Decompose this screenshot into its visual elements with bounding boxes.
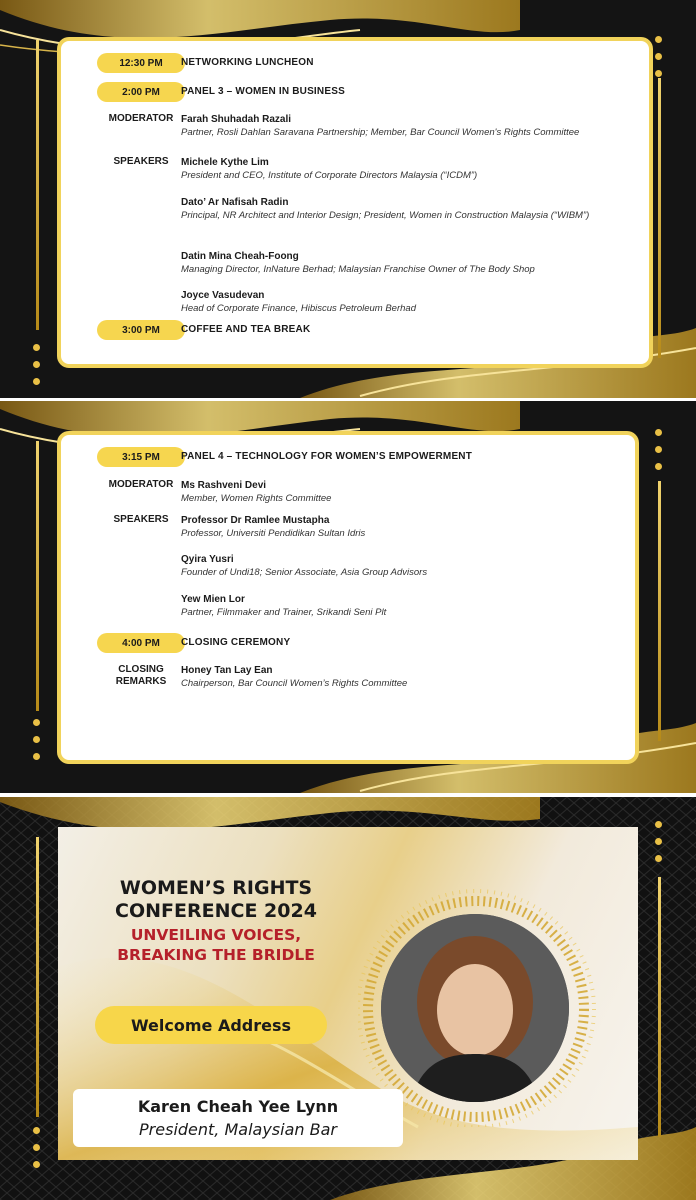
speaker-title: President, Malaysian Bar — [139, 1120, 337, 1139]
welcome-poster — [58, 827, 638, 1160]
conference-title-line1: WOMEN’S RIGHTS — [119, 877, 313, 899]
person-name: Qyira Yusri — [181, 554, 234, 565]
person-name: Michele Kythe Lim — [181, 157, 269, 168]
welcome-address-badge: Welcome Address — [95, 1006, 327, 1044]
time-pill: 12:30 PM — [97, 53, 185, 73]
person-description: Head of Corporate Finance, Hibiscus Petroleum Berhad — [181, 303, 416, 314]
person-description: President and CEO, Institute of Corporate Directors Malaysia (“ICDM”) — [181, 170, 478, 181]
person-description: Member, Women Rights Committee — [181, 493, 332, 504]
agenda-card — [57, 431, 639, 764]
person-entry — [181, 479, 609, 505]
person-description: Partner, Rosli Dahlan Saravana Partnership; Member, Bar Council Women's Rights Committee — [181, 127, 580, 138]
person-name: Yew Mien Lor — [181, 594, 245, 605]
moderator-label: MODERATOR — [108, 479, 174, 490]
closing-label-line1: CLOSING — [118, 664, 164, 675]
gold-dots-decoration — [655, 821, 662, 862]
gold-dots-decoration — [655, 36, 662, 77]
agenda-slide-2 — [0, 401, 696, 793]
person-entry — [181, 156, 623, 182]
person-name: Professor Dr Ramlee Mustapha — [181, 515, 330, 526]
session-title: COFFEE AND TEA BREAK — [181, 324, 311, 335]
person-name: Datin Mina Cheah-Foong — [181, 251, 299, 262]
session-title: PANEL 3 – WOMEN IN BUSINESS — [181, 86, 345, 97]
speaker-name-card — [73, 1089, 403, 1147]
speakers-label: SPEAKERS — [113, 514, 169, 525]
person-entry — [181, 593, 609, 619]
person-name: Honey Tan Lay Ean — [181, 665, 273, 676]
session-title: PANEL 4 – TECHNOLOGY FOR WOMEN’S EMPOWERMENT — [181, 451, 473, 462]
gold-dots-decoration — [33, 1127, 40, 1168]
gold-dots-decoration — [655, 429, 662, 470]
person-description: Principal, NR Architect and Interior Design; President, Women in Construction Malaysia (“WIBM”) — [181, 210, 590, 221]
person-entry — [181, 289, 623, 315]
person-description: Chairperson, Bar Council Women’s Rights Committee — [181, 678, 408, 689]
session-title: CLOSING CEREMONY — [181, 637, 291, 648]
person-description: Professor, Universiti Pendidikan Sultan Idris — [181, 528, 366, 539]
closing-label-line2: REMARKS — [115, 676, 167, 687]
speaker-portrait — [381, 914, 569, 1102]
person-name: Dato’ Ar Nafisah Radin — [181, 197, 289, 208]
person-entry — [181, 113, 623, 139]
person-entry — [181, 514, 609, 540]
gold-vertical-line — [36, 837, 39, 1117]
person-entry — [181, 196, 623, 222]
person-name: Ms Rashveni Devi — [181, 480, 267, 491]
person-name: Farah Shuhadah Razali — [181, 114, 292, 125]
session-title: NETWORKING LUNCHEON — [181, 57, 314, 68]
conference-title-line2: CONFERENCE 2024 — [115, 900, 317, 922]
gold-vertical-line — [658, 78, 661, 358]
time-pill: 2:00 PM — [97, 82, 185, 102]
person-description: Partner, Filmmaker and Trainer, Srikandi Seni Plt — [181, 607, 387, 618]
agenda-slide-1 — [0, 0, 696, 398]
speakers-label: SPEAKERS — [113, 156, 169, 167]
gold-dots-decoration — [33, 719, 40, 760]
agenda-card — [57, 37, 653, 368]
gold-vertical-line — [36, 40, 39, 330]
conference-subtitle — [96, 925, 336, 965]
conference-subtitle-line1: UNVEILING VOICES, — [130, 926, 302, 944]
person-name: Joyce Vasudevan — [181, 290, 265, 301]
time-pill: 4:00 PM — [97, 633, 185, 653]
speaker-name: Karen Cheah Yee Lynn — [137, 1097, 339, 1116]
gold-vertical-line — [36, 441, 39, 711]
conference-title — [96, 877, 336, 923]
conference-subtitle-line2: BREAKING THE BRIDLE — [117, 946, 315, 964]
time-pill: 3:15 PM — [97, 447, 185, 467]
person-entry — [181, 664, 609, 690]
person-entry — [181, 250, 623, 276]
gold-dots-decoration — [33, 344, 40, 385]
person-entry — [181, 553, 609, 579]
person-description: Managing Director, InNature Berhad; Malaysian Franchise Owner of The Body Shop — [181, 264, 535, 275]
gold-vertical-line — [658, 877, 661, 1137]
person-description: Founder of Undi18; Senior Associate, Asia Group Advisors — [181, 567, 428, 578]
time-pill: 3:00 PM — [97, 320, 185, 340]
gold-vertical-line — [658, 481, 661, 741]
moderator-label: MODERATOR — [108, 113, 174, 124]
